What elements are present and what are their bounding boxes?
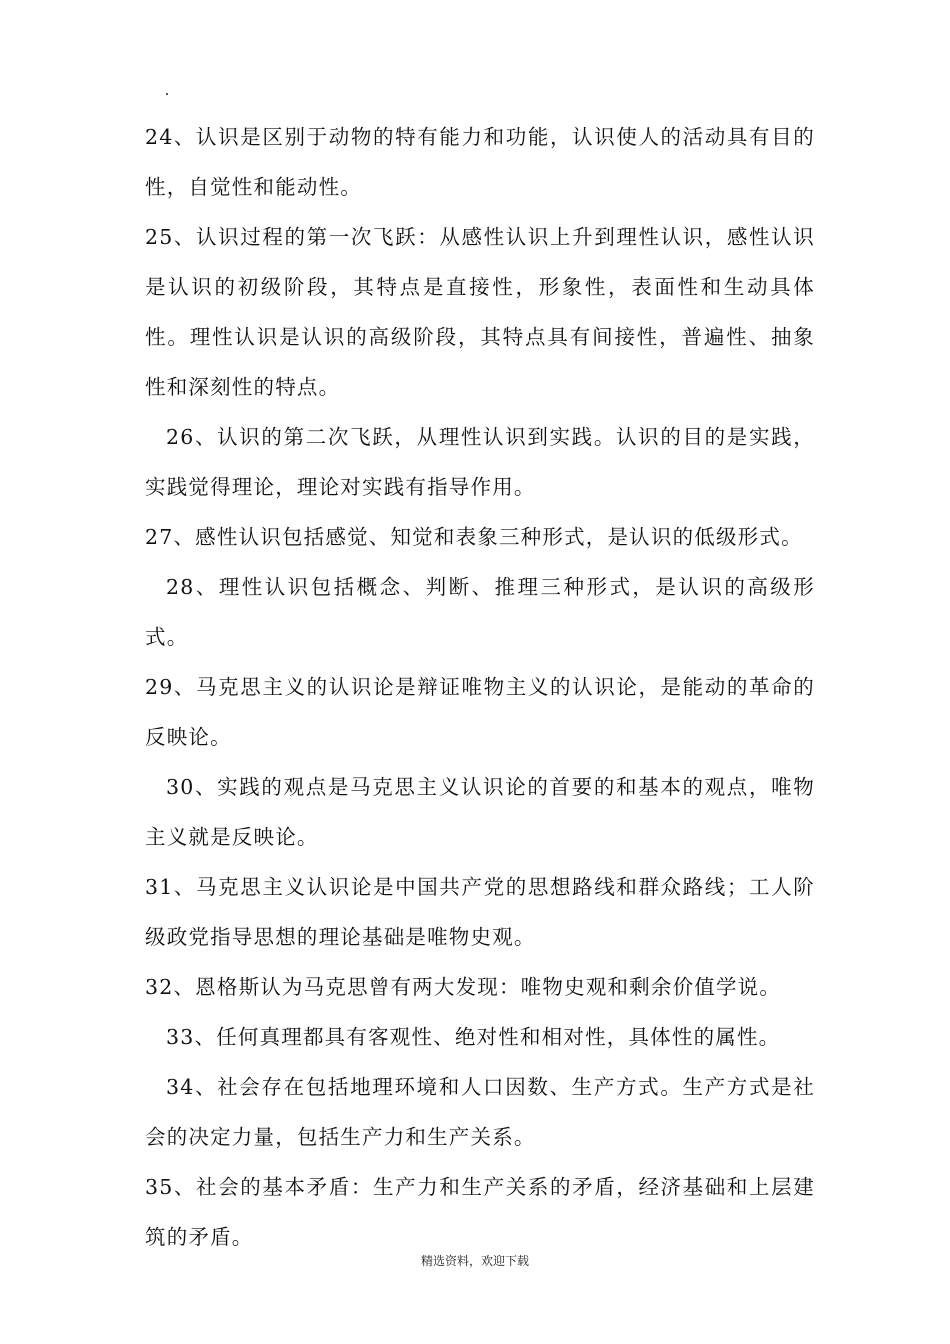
paragraph-30: 30、实践的观点是马克思主义认识论的首要的和基本的观点，唯物主义就是反映论。 <box>145 775 815 849</box>
paragraph-28: 28、理性认识包括概念、判断、推理三种形式，是认识的高级形式。 <box>145 575 815 649</box>
paragraph-33: 33、任何真理都具有客观性、绝对性和相对性，具体性的属性。 <box>166 1025 781 1049</box>
paragraph-34: 34、社会存在包括地理环境和人口因数、生产方式。生产方式是社会的决定力量，包括生产力和生产关系。 <box>145 1075 815 1149</box>
paragraph-29: 29、马克思主义的认识论是辩证唯物主义的认识论，是能动的革命的反映论。 <box>145 675 815 749</box>
paragraph-27: 27、感性认识包括感觉、知觉和表象三种形式，是认识的低级形式。 <box>145 525 803 549</box>
paragraph-26: 26、认识的第二次飞跃，从理性认识到实践。认识的目的是实践，实践觉得理论，理论对实践有指导作用。 <box>145 425 815 499</box>
page-mark <box>166 93 168 95</box>
paragraph-25: 25、认识过程的第一次飞跃：从感性认识上升到理性认识，感性认识是认识的初级阶段，其特点是直接性，形象性，表面性和生动具体性。理性认识是认识的高级阶段，其特点具有间接性，普遍性、抽象性和深刻性的特点。 <box>145 225 815 399</box>
body-text <box>145 112 815 1262</box>
paragraph-31: 31、马克思主义认识论是中国共产党的思想路线和群众路线；工人阶级政党指导思想的理论基础是唯物史观。 <box>145 875 815 949</box>
paragraph-32: 32、恩格斯认为马克思曾有两大发现：唯物史观和剩余价值学说。 <box>145 975 782 999</box>
paragraph-35: 35、社会的基本矛盾：生产力和生产关系的矛盾，经济基础和上层建筑的矛盾。 <box>145 1175 815 1249</box>
page-footer: 精选资料，欢迎下载 <box>420 1254 529 1268</box>
paragraph-24: 24、认识是区别于动物的特有能力和功能，认识使人的活动具有目的性，自觉性和能动性。 <box>145 125 815 199</box>
